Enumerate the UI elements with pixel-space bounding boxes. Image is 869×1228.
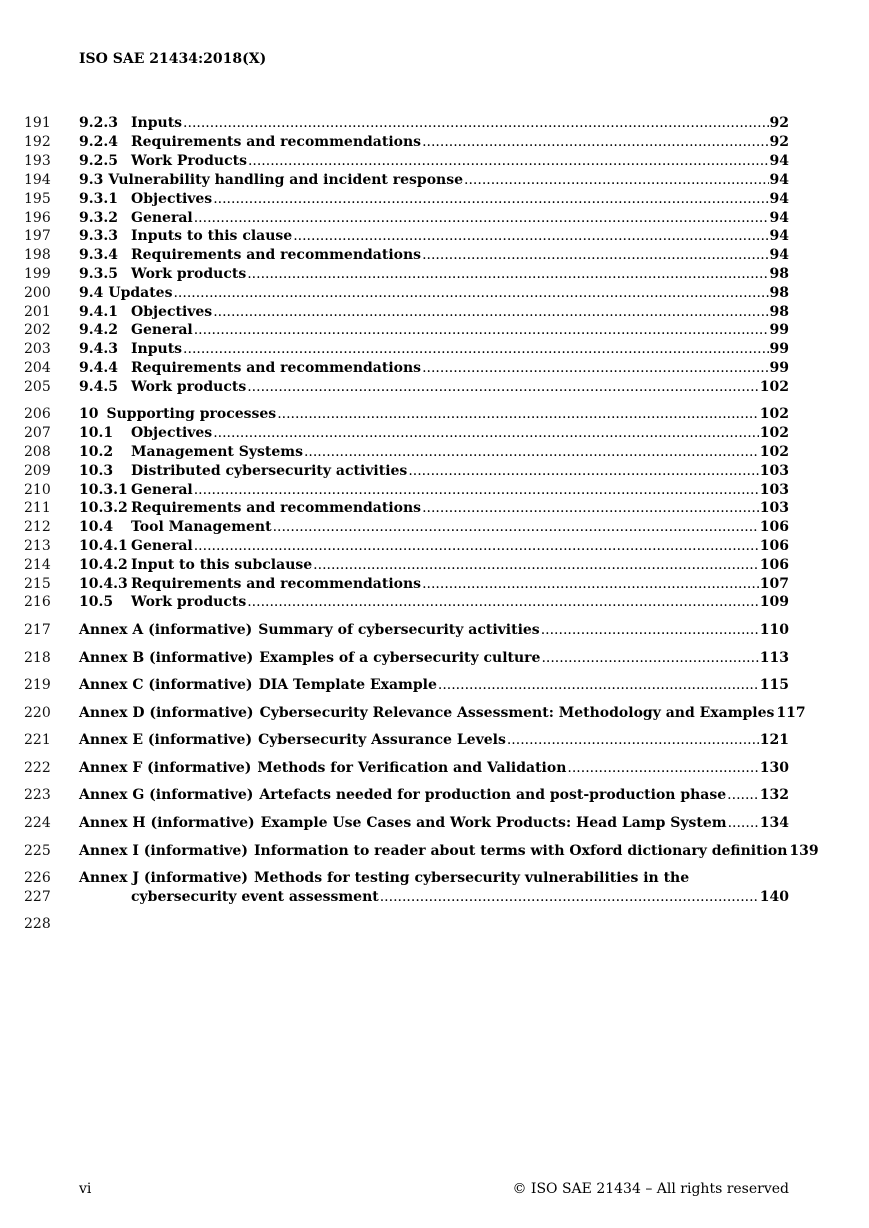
toc-entry-page: 94: [769, 210, 789, 226]
toc-entry-page: 94: [769, 191, 789, 207]
toc-row[interactable]: [0, 499, 869, 518]
toc-entry[interactable]: [79, 786, 789, 805]
line-number: 217: [24, 622, 51, 638]
toc-entry-page: 110: [759, 622, 789, 638]
toc-entry[interactable]: [79, 209, 789, 228]
toc-entry-page: 106: [759, 538, 789, 554]
toc-entry-page: 92: [769, 115, 789, 131]
toc-entry-page: 139: [789, 843, 819, 859]
toc-row[interactable]: [0, 786, 869, 805]
toc-row[interactable]: [0, 303, 869, 322]
toc-row[interactable]: [0, 284, 869, 303]
toc-entry[interactable]: [79, 499, 789, 518]
toc-dot-leader: [248, 152, 769, 171]
toc-entry-number: Annex J (informative): [79, 870, 249, 886]
line-number: 198: [24, 247, 51, 263]
toc-row[interactable]: [0, 481, 869, 500]
toc-entry-number: 9.2.3: [79, 115, 118, 131]
toc-entry-page: 102: [759, 425, 789, 441]
line-number: 223: [24, 787, 51, 803]
toc-entry-title: Methods for testing cybersecurity vulnerabilities in the: [254, 870, 690, 886]
toc-entry-page: 99: [769, 341, 789, 357]
line-number: 195: [24, 191, 51, 207]
toc-row[interactable]: [0, 265, 869, 284]
toc-dot-leader: [422, 359, 768, 378]
toc-entry-number: Annex D (informative): [79, 705, 254, 721]
toc-entry-title: Requirements and recommendations: [131, 134, 422, 150]
toc-entry-page: 102: [759, 444, 789, 460]
line-number: 191: [24, 115, 51, 131]
toc-entry-number: Annex C (informative): [79, 677, 253, 693]
line-number: 209: [24, 463, 51, 479]
toc-dot-leader: [213, 303, 768, 322]
toc-row[interactable]: [0, 537, 869, 556]
toc-row[interactable]: [0, 888, 869, 907]
line-number: 226: [24, 870, 51, 886]
toc-entry-number: 9.3.5: [79, 266, 118, 282]
toc-entry-title: Work products: [131, 594, 247, 610]
toc-entry-title: Work products: [131, 379, 247, 395]
toc-entry-page: 106: [759, 557, 789, 573]
toc-entry[interactable]: [79, 340, 789, 359]
toc-entry[interactable]: [79, 378, 789, 397]
toc-entry-page: 109: [759, 594, 789, 610]
toc-entry-page: 98: [769, 266, 789, 282]
toc-entry-number: 9.3.1: [79, 191, 118, 207]
line-number: 201: [24, 304, 51, 320]
toc-row[interactable]: [0, 621, 869, 640]
toc-dot-leader: [541, 649, 758, 668]
toc-entry[interactable]: [79, 759, 789, 778]
toc-entry-title: Objectives: [131, 304, 213, 320]
line-number: 227: [24, 889, 51, 905]
toc-entry-title: Example Use Cases and Work Products: Head Lamp System: [260, 815, 727, 831]
toc-entry[interactable]: [79, 593, 789, 612]
toc-entry-title: Distributed cybersecurity activities: [131, 463, 408, 479]
toc-row[interactable]: [0, 190, 869, 209]
toc-dot-leader: [194, 481, 759, 500]
toc-row[interactable]: [0, 246, 869, 265]
toc-entry-number: 9.2.4: [79, 134, 118, 150]
toc-dot-leader: [173, 284, 768, 303]
line-number: 213: [24, 538, 51, 554]
toc-dot-leader: [183, 114, 768, 133]
toc-entry-title: DIA Template Example: [258, 677, 437, 693]
toc-entry-title: Objectives: [131, 191, 213, 207]
document-header: ISO SAE 21434:2018(X): [79, 51, 267, 67]
toc-entry[interactable]: [79, 537, 789, 556]
toc-entry-page: 94: [769, 228, 789, 244]
toc-row[interactable]: [0, 556, 869, 575]
toc-entry-number: 9.2.5: [79, 153, 118, 169]
toc-row[interactable]: [0, 209, 869, 228]
toc-entry-title: Tool Management: [131, 519, 272, 535]
toc-entry-title: Cybersecurity Relevance Assessment: Methodology and Examples: [259, 705, 775, 721]
toc-row[interactable]: [0, 424, 869, 443]
toc-dot-leader: [727, 786, 759, 805]
toc-entry-title: Requirements and recommendations: [131, 247, 422, 263]
toc-entry-number: 10.4: [79, 519, 114, 535]
toc-entry-title: Management Systems: [131, 444, 303, 460]
toc-row[interactable]: [0, 731, 869, 750]
line-number: 216: [24, 594, 51, 610]
toc-dot-leader: [422, 575, 759, 594]
line-number: 214: [24, 557, 51, 573]
toc-dot-leader: [213, 190, 768, 209]
toc-entry-title: General: [131, 482, 193, 498]
line-number: 210: [24, 482, 51, 498]
toc-entry[interactable]: [79, 575, 789, 594]
toc-dot-leader: [194, 537, 759, 556]
toc-entry-title: Inputs: [131, 115, 183, 131]
toc-entry-page: 132: [759, 787, 789, 803]
line-number: 202: [24, 322, 51, 338]
toc-row[interactable]: [0, 462, 869, 481]
toc-entry[interactable]: [79, 869, 689, 888]
toc-entry-title: Artefacts needed for production and post-production phase: [259, 787, 727, 803]
toc-entry-page: 102: [759, 379, 789, 395]
toc-entry[interactable]: [79, 303, 789, 322]
toc-entry-number: 10.4.1: [79, 538, 128, 554]
toc-entry-number: 9.3: [79, 172, 104, 188]
line-number: 200: [24, 285, 51, 301]
line-number: 218: [24, 650, 51, 666]
toc-entry-title: General: [131, 538, 193, 554]
toc-dot-leader: [422, 133, 768, 152]
toc-entry[interactable]: [79, 621, 789, 640]
toc-entry[interactable]: [79, 814, 789, 833]
toc-dot-leader: [293, 227, 768, 246]
toc-row[interactable]: [0, 171, 869, 190]
toc-entry-number: 9.4.3: [79, 341, 118, 357]
line-number: 208: [24, 444, 51, 460]
line-number: 193: [24, 153, 51, 169]
toc-entry[interactable]: [79, 462, 789, 481]
toc-entry-number: 10.2: [79, 444, 114, 460]
toc-row[interactable]: [0, 842, 869, 861]
line-number: 206: [24, 406, 51, 422]
toc-entry-page: 98: [769, 304, 789, 320]
toc-entry-number: 10.5: [79, 594, 114, 610]
toc-entry-page: 102: [759, 406, 789, 422]
toc-dot-leader: [304, 443, 759, 462]
toc-entry-page: 113: [759, 650, 789, 666]
toc-entry-number: 10.4.3: [79, 576, 128, 592]
toc-entry-number: Annex F (informative): [79, 760, 252, 776]
toc-entry-number: 10: [79, 406, 99, 422]
toc-entry-title: Cybersecurity Assurance Levels: [258, 732, 506, 748]
toc-entry-page: 98: [769, 285, 789, 301]
toc-entry-number: Annex I (informative): [79, 843, 248, 859]
toc-line-number-trailing: [0, 915, 869, 934]
toc-entry-title: Supporting processes: [106, 406, 277, 422]
toc-row[interactable]: [0, 378, 869, 397]
line-number: 204: [24, 360, 51, 376]
toc-row[interactable]: [0, 443, 869, 462]
toc-dot-leader: [213, 424, 759, 443]
toc-entry[interactable]: [79, 556, 789, 575]
toc-dot-leader: [247, 378, 759, 397]
toc-entry[interactable]: [79, 405, 789, 424]
toc-entry-number: 9.3.2: [79, 210, 118, 226]
toc-entry-title: General: [131, 210, 193, 226]
toc-dot-leader: [277, 405, 759, 424]
toc-dot-leader: [567, 759, 758, 778]
toc-row[interactable]: [0, 359, 869, 378]
toc-entry-page: 106: [759, 519, 789, 535]
toc-dot-leader: [408, 462, 758, 481]
toc-row[interactable]: [0, 814, 869, 833]
toc-entry-page: 134: [759, 815, 789, 831]
toc-entry[interactable]: [79, 133, 789, 152]
toc-entry-title: Updates: [108, 285, 173, 301]
toc-entry-page: 94: [769, 153, 789, 169]
toc-entry[interactable]: [79, 265, 789, 284]
toc-entry-title: Inputs to this clause: [131, 228, 293, 244]
toc-entry[interactable]: [79, 842, 819, 861]
line-number: 192: [24, 134, 51, 150]
toc-entry-page: 103: [759, 500, 789, 516]
toc-entry[interactable]: [79, 731, 789, 750]
toc-row[interactable]: [0, 704, 869, 723]
toc-entry-number: Annex B (informative): [79, 650, 254, 666]
toc-entry-title: Requirements and recommendations: [131, 500, 422, 516]
toc-entry-number: 9.3.3: [79, 228, 118, 244]
toc-entry-number: Annex H (informative): [79, 815, 255, 831]
toc-entry[interactable]: [131, 888, 789, 907]
line-number: 222: [24, 760, 51, 776]
toc-row[interactable]: [0, 593, 869, 612]
toc-row[interactable]: [0, 575, 869, 594]
toc-entry-title: Summary of cybersecurity activities: [258, 622, 540, 638]
toc-row[interactable]: [0, 518, 869, 537]
toc-row[interactable]: [0, 869, 869, 888]
toc-entry-title: Inputs: [131, 341, 183, 357]
line-number: 221: [24, 732, 51, 748]
toc-entry-page: 140: [759, 889, 789, 905]
line-number: 196: [24, 210, 51, 226]
toc-entry-title: Objectives: [131, 425, 213, 441]
toc-dot-leader: [507, 731, 759, 750]
toc-row[interactable]: [0, 114, 869, 133]
toc-entry[interactable]: [79, 321, 789, 340]
toc-entry-number: 10.1: [79, 425, 114, 441]
toc-row[interactable]: [0, 340, 869, 359]
toc-entry-page: 94: [769, 247, 789, 263]
toc-entry-number: 10.3: [79, 463, 114, 479]
toc-dot-leader: [541, 621, 759, 640]
toc-entry[interactable]: [79, 152, 789, 171]
toc-entry[interactable]: [79, 518, 789, 537]
toc-entry[interactable]: [79, 649, 789, 668]
toc-row[interactable]: [0, 321, 869, 340]
toc-entry-number: 10.3.1: [79, 482, 128, 498]
line-number: 220: [24, 705, 51, 721]
toc-dot-leader: [247, 593, 759, 612]
line-number: 199: [24, 266, 51, 282]
toc-entry[interactable]: [79, 676, 789, 695]
toc-entry[interactable]: [79, 190, 789, 209]
toc-entry-page: 130: [759, 760, 789, 776]
toc-entry-title: Requirements and recommendations: [131, 576, 422, 592]
toc-entry-page: 94: [769, 172, 789, 188]
line-number: 207: [24, 425, 51, 441]
toc-dot-leader: [422, 246, 768, 265]
toc-dot-leader: [273, 518, 759, 537]
toc-entry[interactable]: [79, 424, 789, 443]
toc-entry-number: 9.3.4: [79, 247, 118, 263]
toc-entry-title: Information to reader about terms with Oxford dictionary definition: [253, 843, 788, 859]
toc-entry-title: Methods for Verification and Validation: [257, 760, 567, 776]
toc-entry-title: cybersecurity event assessment: [131, 889, 379, 905]
toc-entry[interactable]: [79, 246, 789, 265]
toc-dot-leader: [380, 888, 759, 907]
toc-entry[interactable]: [79, 704, 806, 723]
toc-entry[interactable]: [79, 359, 789, 378]
toc-dot-leader: [194, 209, 769, 228]
toc-entry-number: 10.4.2: [79, 557, 128, 573]
toc-entry-page: 107: [759, 576, 789, 592]
toc-entry[interactable]: [79, 284, 789, 303]
toc-entry-page: 117: [776, 705, 806, 721]
line-number: 215: [24, 576, 51, 592]
toc-entry-number: 9.4.4: [79, 360, 118, 376]
toc-dot-leader: [438, 676, 759, 695]
toc-entry-page: 103: [759, 482, 789, 498]
toc-row[interactable]: [0, 759, 869, 778]
line-number: 225: [24, 843, 51, 859]
toc-entry[interactable]: [79, 171, 789, 190]
toc-dot-leader: [183, 340, 768, 359]
toc-dot-leader: [247, 265, 768, 284]
toc-entry-page: 99: [769, 322, 789, 338]
line-number: 205: [24, 379, 51, 395]
toc-entry[interactable]: [79, 227, 789, 246]
toc-entry-number: Annex E (informative): [79, 732, 253, 748]
toc-entry-page: 115: [759, 677, 789, 693]
toc-entry-number: Annex G (informative): [79, 787, 254, 803]
line-number: 197: [24, 228, 51, 244]
footer-copyright: © ISO SAE 21434 – All rights reserved: [512, 1181, 789, 1197]
toc-dot-leader: [464, 171, 769, 190]
toc-dot-leader: [728, 814, 759, 833]
footer-page-label: vi: [79, 1181, 92, 1197]
toc-entry[interactable]: [79, 481, 789, 500]
toc-entry-title: Examples of a cybersecurity culture: [259, 650, 541, 666]
toc-entry-title: Work Products: [131, 153, 247, 169]
toc-entry[interactable]: [79, 114, 789, 133]
line-number: 211: [24, 500, 51, 516]
toc-row[interactable]: [0, 227, 869, 246]
toc-dot-leader: [422, 499, 759, 518]
toc-entry-page: 99: [769, 360, 789, 376]
toc-entry-title: Requirements and recommendations: [131, 360, 422, 376]
toc-row[interactable]: [0, 405, 869, 424]
toc-entry-page: 121: [759, 732, 789, 748]
toc-entry-title: Input to this subclause: [131, 557, 313, 573]
line-number: 212: [24, 519, 51, 535]
line-number: 219: [24, 677, 51, 693]
toc-entry-title: General: [131, 322, 193, 338]
line-number: 228: [24, 916, 51, 932]
toc-entry[interactable]: [79, 443, 789, 462]
toc-entry-number: 9.4.5: [79, 379, 118, 395]
toc-dot-leader: [194, 321, 769, 340]
toc-entry-number: Annex A (informative): [79, 622, 253, 638]
toc-entry-number: 9.4: [79, 285, 104, 301]
toc-entry-title: Work products: [131, 266, 247, 282]
toc-entry-page: 103: [759, 463, 789, 479]
line-number: 224: [24, 815, 51, 831]
toc-entry-title: Vulnerability handling and incident response: [108, 172, 464, 188]
line-number: 194: [24, 172, 51, 188]
toc-row[interactable]: [0, 649, 869, 668]
toc-entry-number: 10.3.2: [79, 500, 128, 516]
toc-row[interactable]: [0, 676, 869, 695]
toc-row[interactable]: [0, 152, 869, 171]
toc-entry-page: 92: [769, 134, 789, 150]
toc-entry-number: 9.4.1: [79, 304, 118, 320]
toc-row[interactable]: [0, 133, 869, 152]
toc-dot-leader: [313, 556, 759, 575]
toc-entry-number: 9.4.2: [79, 322, 118, 338]
line-number: 203: [24, 341, 51, 357]
